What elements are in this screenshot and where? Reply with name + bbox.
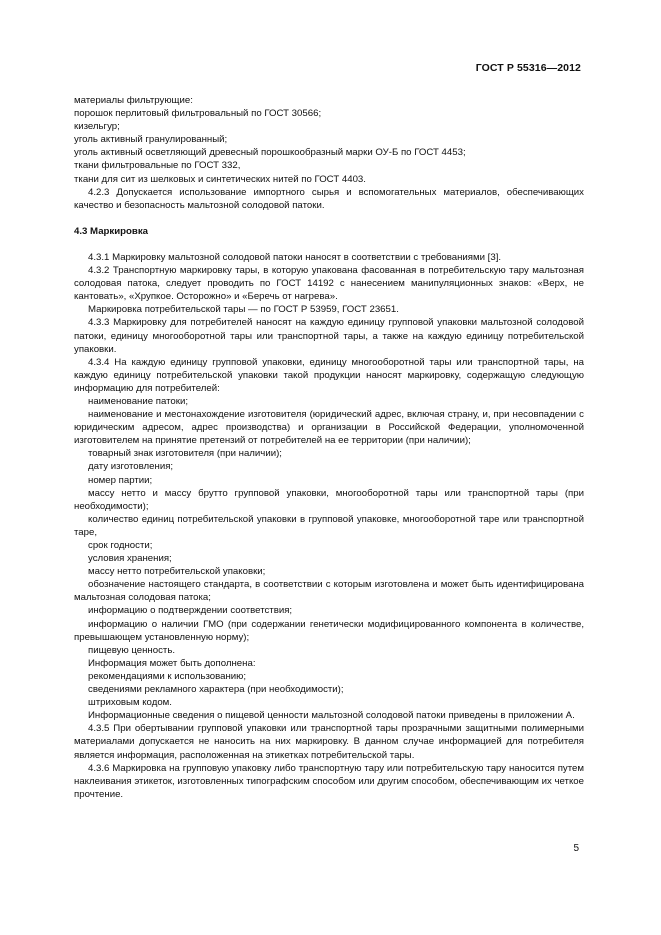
text-line: материалы фильтрующие:: [74, 95, 193, 106]
section-heading: 4.3 Маркировка: [74, 225, 149, 237]
list-item: информацию о наличии ГМО (при содержании генетически модифицированного компонента в количестве, превышающем установленную норму);: [74, 618, 584, 643]
paragraph: 4.3.1 Маркировку мальтозной солодовой патоки наносят в соответствии с требованиями [3].: [88, 251, 502, 263]
list-item: сведениями рекламного характера (при необходимости);: [88, 684, 344, 696]
list-item: наименование патоки;: [88, 395, 189, 407]
list-item: информацию о подтверждении соответствия;: [88, 605, 293, 617]
list-item: массу нетто и массу брутто групповой упаковки, многооборотной тары или транспортной тары (при необходимости);: [74, 487, 584, 512]
list-item: наименование и местонахождение изготовителя (юридический адрес, включая страну, и, при несовпадении с юридическим адресом, адрес производства) и организации в Российской Федерации, уполномоченной изготовителем на принятие претензий от потребителей на ее территории (при наличии);: [74, 409, 584, 447]
list-item: массу нетто потребительской упаковки;: [88, 566, 266, 578]
paragraph: 4.3.5 При обертывании групповой упаковки или транспортной тары прозрачными защитными полимерными материалами допускается не наносить на них маркировку. В данном случае информацией для потребителя является информация, расположенная на этикетках потребительской тары.: [74, 723, 584, 761]
list-item: рекомендациями к использованию;: [88, 670, 247, 682]
text-line: ткани фильтровальные по ГОСТ 332,: [74, 160, 241, 172]
text-line: ткани для сит из шелковых и синтетических нитей по ГОСТ 4403.: [74, 173, 366, 185]
paragraph: 4.2.3 Допускается использование импортного сырья и вспомогательных материалов, обеспечивающих качество и безопасность мальтозной солодовой патоки.: [74, 186, 584, 211]
list-item: количество единиц потребительской упаковки в групповой упаковке, многооборотной таре или транспортной таре,: [74, 513, 584, 538]
list-item: товарный знак изготовителя (при наличии);: [88, 448, 282, 460]
paragraph: 4.3.4 На каждую единицу групповой упаковки, единицу многооборотной тары или транспортной тары, на каждую единицу потребительской упаковки такой продукции наносят маркировку, содержащую следующую информацию для потребителей:: [74, 356, 584, 394]
paragraph: 4.3.2 Транспортную маркировку тары, в которую упакована фасованная в потребительскую тару мальтозная солодовая патока, следует проводить по ГОСТ 14192 с нанесением манипуляционных знаков: «Верх, не кантовать», «Хрупкое. Осторожно» и «Беречь от нагрева».: [74, 265, 584, 303]
list-item: номер партии;: [88, 474, 153, 486]
list-item: пищевую ценность.: [88, 644, 176, 656]
list-item: дату изготовления;: [88, 461, 174, 473]
list-item: условия хранения;: [88, 553, 172, 565]
text-line: кизельгур;: [74, 121, 120, 133]
paragraph: 4.3.6 Маркировка на групповую упаковку либо транспортную тару или потребительскую тару наносится путем наклеивания этикеток, изготовленных типографским способом или другим способом, обеспечивающим их четкое прочтение.: [74, 762, 584, 800]
list-item: штриховым кодом.: [88, 697, 172, 709]
list-item: обозначение настоящего стандарта, в соответствии с которым изготовлена и может быть идентифицирована мальтозная солодовая патока;: [74, 579, 584, 604]
text-line: порошок перлитовый фильтровальный по ГОСТ 30566;: [74, 108, 322, 120]
paragraph: 4.3.3 Маркировку для потребителей наносят на каждую единицу групповой упаковки мальтозной солодовой патоки, единицу многооборотной тары или транспортной тары, а также на каждую единицу потребительской упаковки.: [74, 317, 584, 355]
document-body: [74, 94, 584, 801]
text-line: уголь активный осветляющий древесный порошкообразный марки ОУ-Б по ГОСТ 4453;: [74, 147, 466, 159]
list-item: срок годности;: [88, 540, 153, 551]
paragraph: Маркировка потребительской тары — по ГОСТ Р 53959, ГОСТ 23651.: [88, 304, 399, 316]
page-number: 5: [573, 843, 579, 854]
text-line: уголь активный гранулированный;: [74, 134, 228, 146]
document-header-standard: ГОСТ Р 55316—2012: [475, 62, 581, 74]
paragraph: Информация может быть дополнена:: [88, 657, 256, 669]
paragraph: Информационные сведения о пищевой ценности мальтозной солодовой патоки приведены в приложении А.: [88, 710, 575, 722]
